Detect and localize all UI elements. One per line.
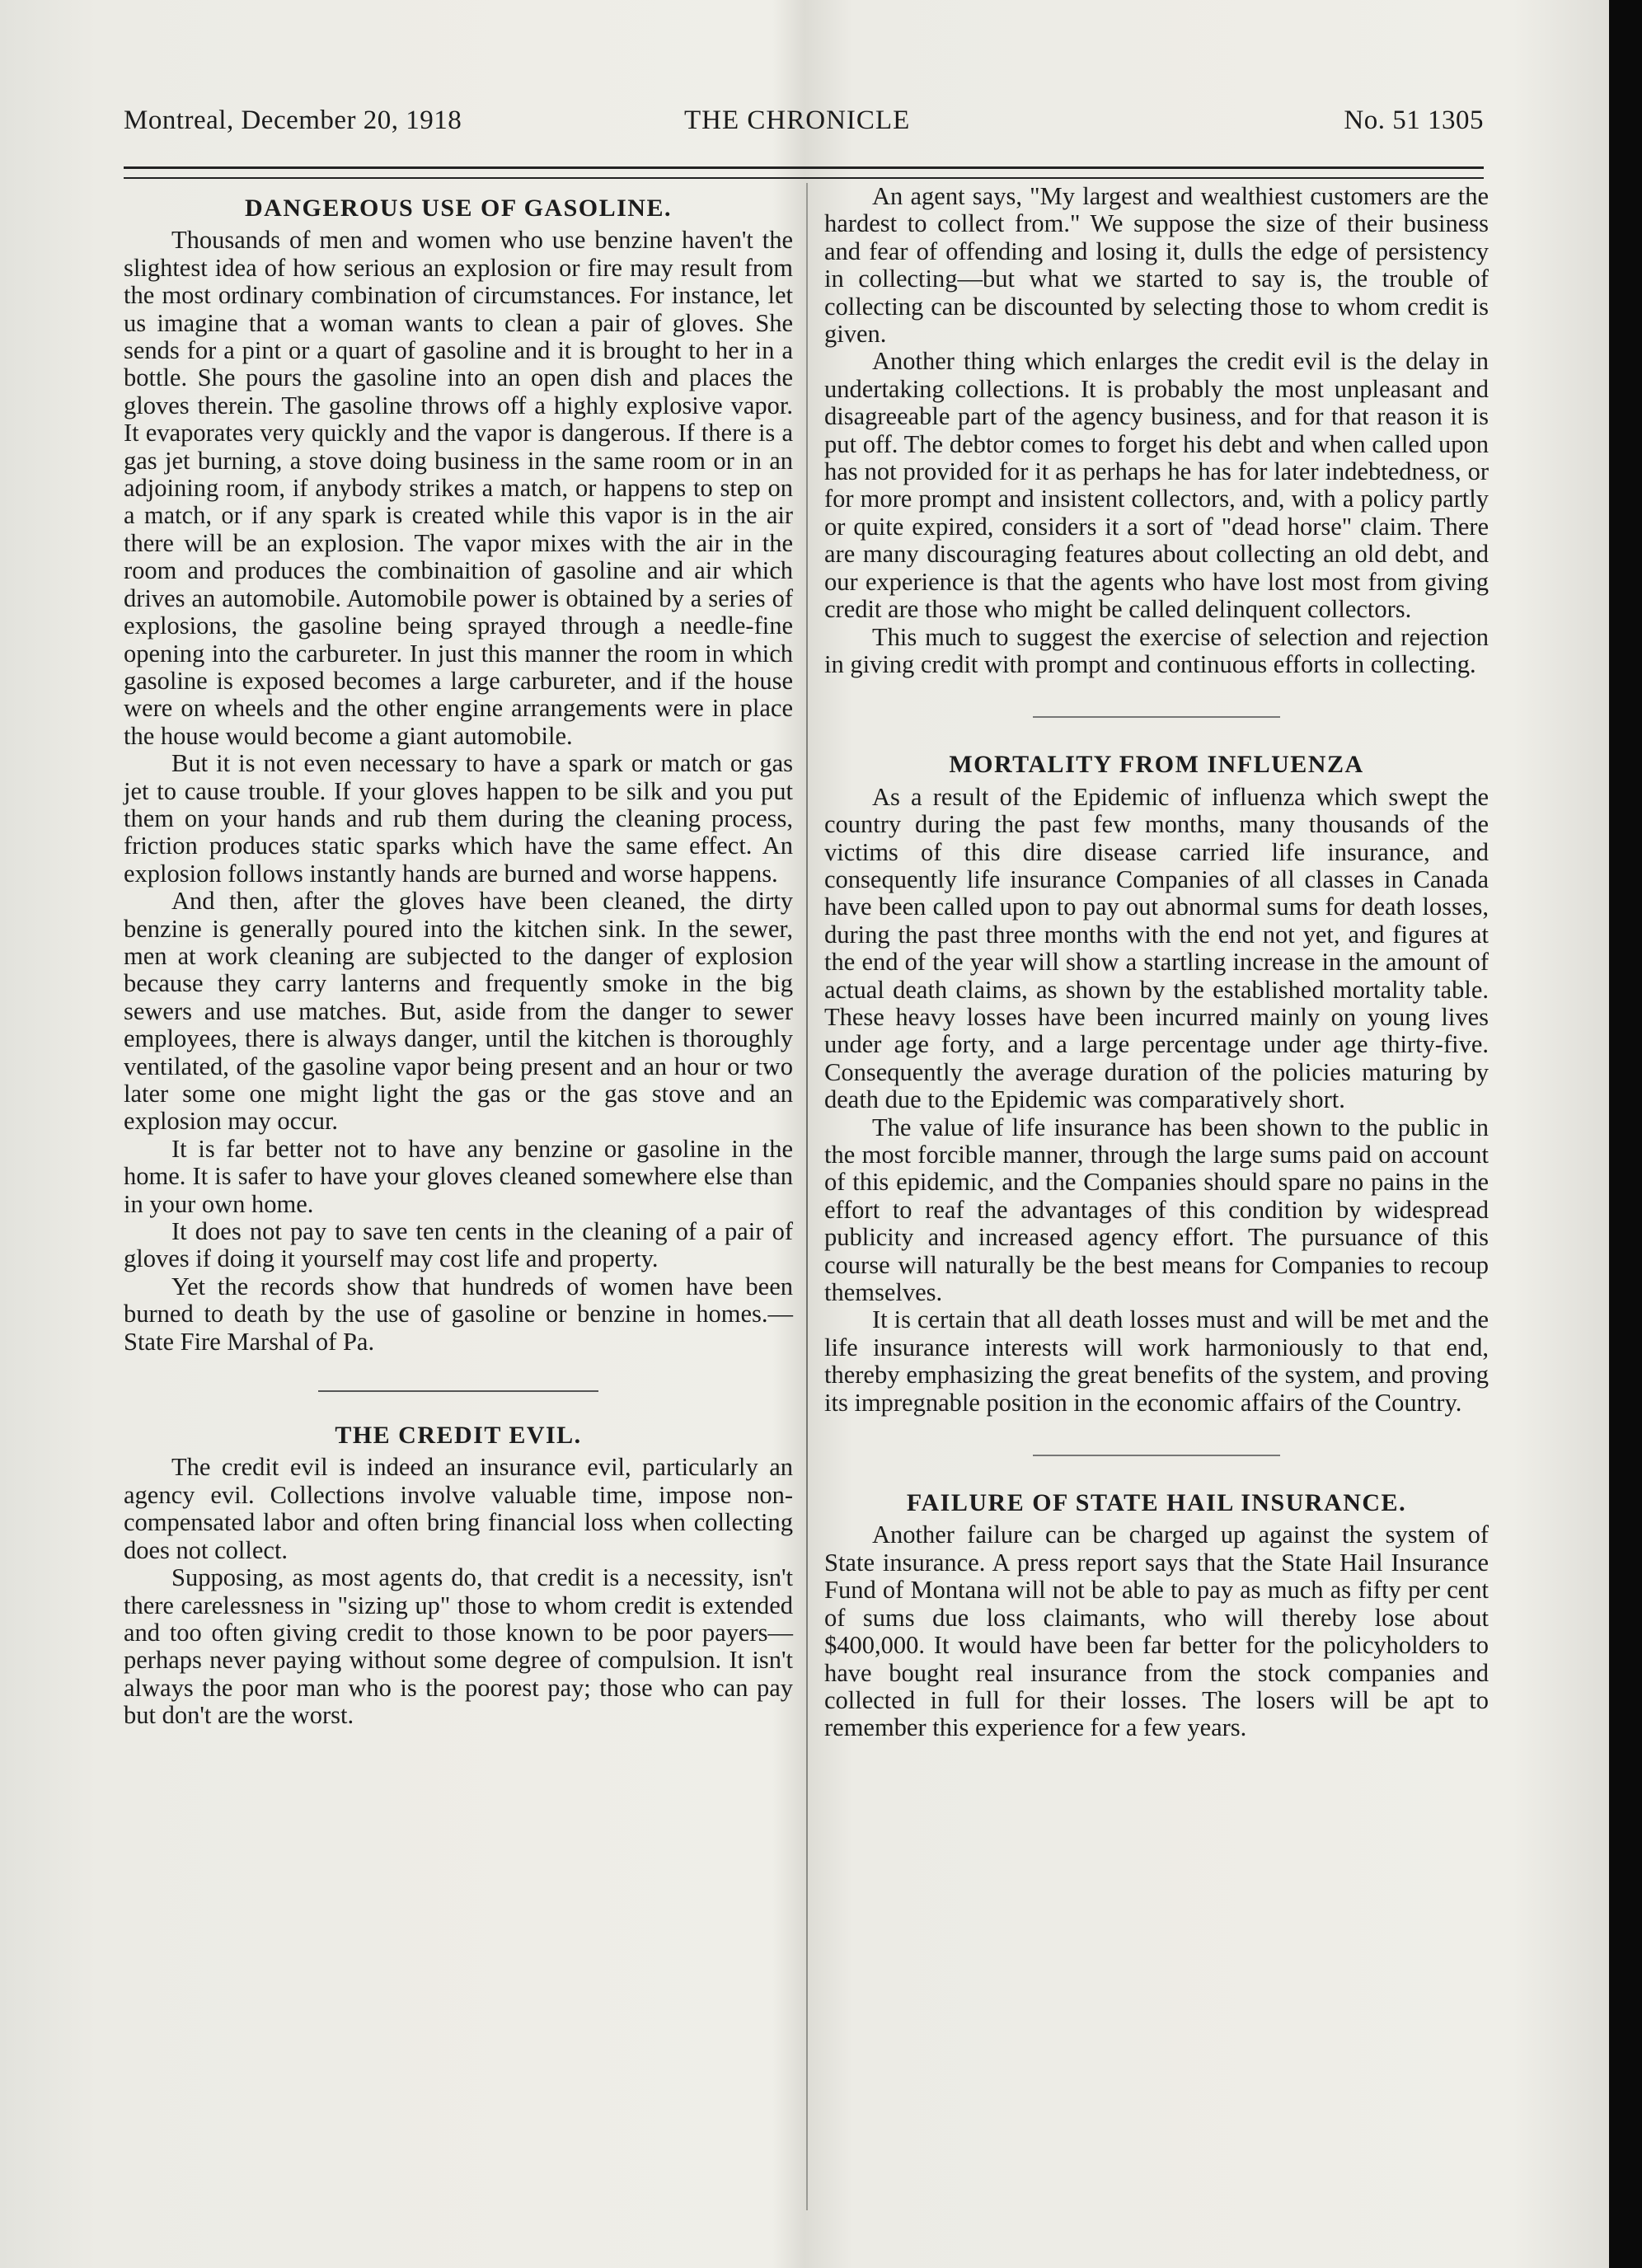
article-paragraph: It does not pay to save ten cents in the cleaning of a pair of gloves if doing it yourself may cost life and property. (124, 1217, 793, 1273)
article-separator (1033, 716, 1280, 718)
header-publication-title: THE CHRONICLE (684, 105, 911, 135)
article-paragraph: And then, after the gloves have been cleaned, the dirty benzine is generally poured into the kitchen sink. In the sewer, men at work cleaning are subjected to the danger of explosion because they carry lanterns and frequently smoke in the big sewers and use matches. But, aside from the danger to sewer employees, there is always danger, until the kitchen is thoroughly ventilated, of the gasoline vapor being present and an hour or two later some one might light the gas or the gas stove and an explosion may occur. (124, 887, 793, 1136)
article-influenza (824, 751, 1489, 1417)
article-paragraph: As a result of the Epidemic of influenza which swept the country during the past few months, many thousands of the victims of this dire disease carried life insurance, and consequently life insurance Companies of all classes in Canada have been called upon to pay out abnormal sums for death losses, during the past three months with the end not yet, and figures at the end of the year will show a startling increase in the amount of actual death claims, as shown by the established mortality table. These heavy losses have been incurred mainly on young lives under age forty, and a large percentage under age thirty-five. Consequently the average duration of the policies maturing by death due to the Epidemic was comparatively short. (824, 782, 1489, 1114)
header-dateline: Montreal, December 20, 1918 (124, 105, 462, 135)
running-header (124, 105, 1484, 142)
left-column (124, 183, 793, 1730)
article-separator (318, 1390, 598, 1392)
article-title: FAILURE OF STATE HAIL INSURANCE. (906, 1489, 1407, 1517)
article-paragraph: Another thing which enlarges the credit evil is the delay in undertaking collections. It is probably the most unpleasant and disagreeable part of the agency business, and for that reason it is put off. The debtor comes to forget his debt and when called upon has not provided for it as perhaps he has for later indebtedness, or for more prompt and insistent collectors, and, with a policy partly or quite expired, considers it a sort of "dead horse" claim. There are many discouraging features about collecting an old debt, and our experience is that the agents who have lost most from giving credit are those who might be called delinquent collectors. (824, 347, 1489, 624)
column-divider (806, 183, 808, 2210)
article-separator (1033, 1455, 1280, 1456)
header-issue-page: No. 51 1305 (1344, 105, 1484, 135)
article-paragraph: It is certain that all death losses must and will be met and the life insurance interests will work harmoniously to that end, thereby emphasizing the great benefits of the system, and proving its impregnable position in the economic affairs of the Country. (824, 1305, 1489, 1417)
article-paragraph: Thousands of men and women who use benzine haven't the slightest idea of how serious an explosion or fire may result from the most ordinary combination of circumstances. For instance, let us imagine that a woman wants to clean a pair of gloves. She sends for a pint or a quart of gasoline and it is brought to her in a bottle. She pours the gasoline into an open dish and places the gloves therein. The gasoline throws off a highly explosive vapor. It evaporates very quickly and the vapor is dangerous. If there is a gas jet burning, a stove doing business in the same room or in an adjoining room, if anybody strikes a match, or happens to step on a match, or if any spark is created while this vapor is in the air there will be an explosion. The vapor mixes with the air in the room and produces the combinaition of gasoline and air which drives an automobile. Automobile power is obtained by a series of explosions, the gasoline being sprayed through a needle-fine opening into the carbureter. In just this manner the room in which gasoline is exposed becomes a large carbureter, and if the house were on wheels and the other engine arrangements were in place the house would become a giant automobile. (124, 226, 793, 750)
right-column (824, 183, 1489, 1742)
article-paragraph: Another failure can be charged up against the system of State insurance. A press report says that the State Hail Insurance Fund of Montana will not be able to pay as much as fifty per cent of sums due loss claimants, who will thereby lose about $400,000. It would have been far better for the policyholders to have bought real insurance from the stock companies and collected in full for their losses. The losers will be apt to remember this experience for a few years. (824, 1521, 1489, 1742)
article-title: DANGEROUS USE OF GASOLINE. (245, 194, 672, 222)
article-title: THE CREDIT EVIL. (335, 1422, 582, 1450)
article-paragraph: It is far better not to have any benzine or gasoline in the home. It is safer to have your gloves cleaned somewhere else than in your own home. (124, 1134, 793, 1218)
article-paragraph: The value of life insurance has been shown to the public in the most forcible manner, through the large sums paid on account of this epidemic, and the Companies should spare no pains in the effort to reaf the advantages of this condition by widespread publicity and increased agency effort. The pursuance of this course will naturally be the best means for Companies to recoup themselves. (824, 1113, 1489, 1307)
article-paragraph: Supposing, as most agents do, that credit is a necessity, isn't there carelessness in "sizing up" those to whom credit is extended and too often giving credit to those known to be poor payers—perhaps never paying without some degree of compulsion. It isn't always the poor man who is the poorest pay; those who can pay but don't are the worst. (124, 1563, 793, 1730)
article-title: MORTALITY FROM INFLUENZA (949, 751, 1364, 779)
article-paragraph: The credit evil is indeed an insurance evil, particularly an agency evil. Collections involve valuable time, impose non-compensated labor and often bring financial loss when collecting does not collect. (124, 1453, 793, 1564)
article-gasoline (124, 194, 793, 1356)
scan-border (1609, 0, 1642, 2268)
article-hail-insurance (824, 1489, 1489, 1742)
article-credit-evil (124, 1422, 793, 1729)
article-credit-evil-continued (824, 183, 1489, 678)
article-paragraph: But it is not even necessary to have a spark or match or gas jet to cause trouble. If your gloves happen to be silk and you put them on your hands and rub them during the cleaning process, friction produces static sparks which have the same effect. An explosion follows instantly hands are burned and worse happens. (124, 749, 793, 888)
article-paragraph: An agent says, "My largest and wealthiest customers are the hardest to collect from." We suppose the size of their business and fear of offending and losing it, dulls the edge of persistency in collecting—but what we started to say is, the trouble of collecting can be discounted by selecting those to whom credit is given. (824, 182, 1489, 349)
article-paragraph: This much to suggest the exercise of selection and rejection in giving credit with prompt and continuous efforts in collecting. (824, 622, 1489, 678)
article-paragraph: Yet the records show that hundreds of women have been burned to death by the use of gasoline or benzine in homes.—State Fire Marshal of Pa. (124, 1272, 793, 1356)
header-double-rule (124, 166, 1484, 179)
